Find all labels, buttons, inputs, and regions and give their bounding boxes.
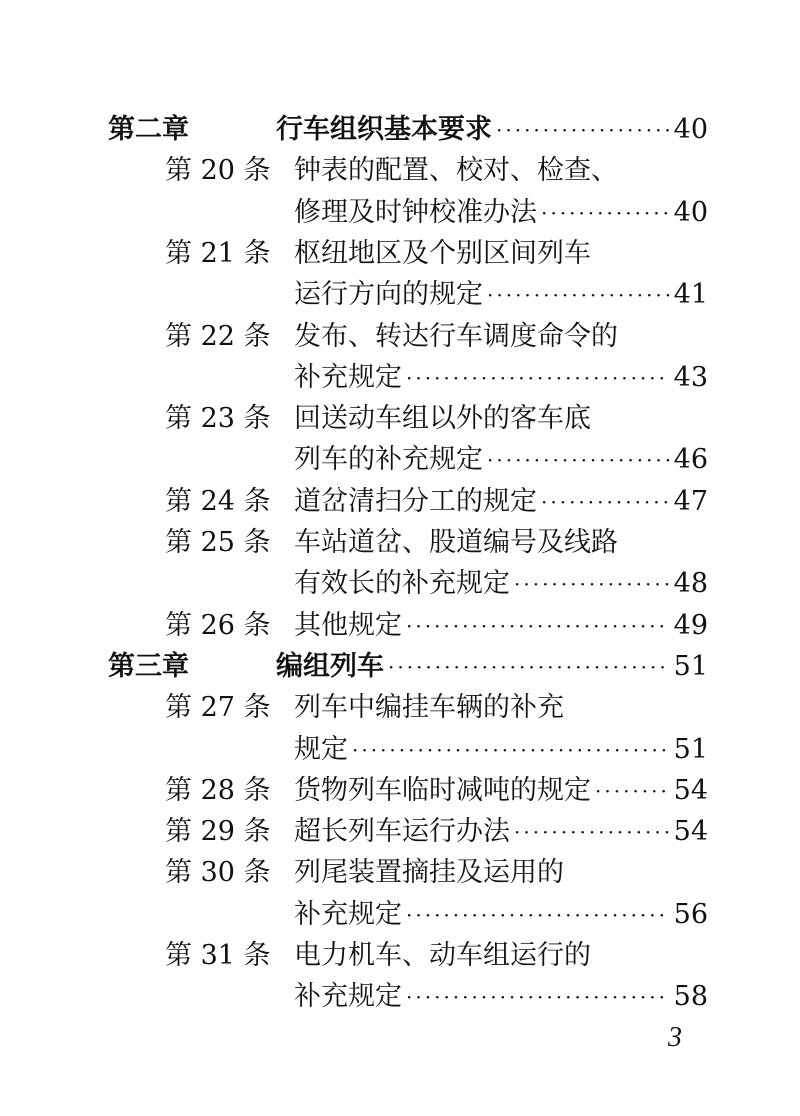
toc-article-line [294,317,708,357]
toc-article-line[interactable] [294,275,708,315]
article-title-text: 货物列车临时减吨的规定 [294,774,591,806]
article-title-text: 车站道岔、股道编号及线路 [294,527,618,558]
dot-leader [487,275,670,315]
toc-article-line[interactable] [294,606,708,646]
toc-article-line [294,523,708,563]
toc-article-line [294,936,708,976]
page-ref: 40 [673,114,708,145]
article-label: 第 21 条 [165,237,271,269]
toc-article-line[interactable] [294,440,708,480]
toc-article-line[interactable] [294,895,708,935]
article-title-text: 补充规定 [294,898,402,930]
article-title-text: 其他规定 [294,609,402,641]
article-title-text: 运行方向的规定 [294,279,483,311]
page-ref: 49 [673,609,708,641]
dot-leader [352,730,670,770]
article-title-text: 超长列车运行办法 [294,816,510,848]
article-title-text: 枢纽地区及个别区间列车 [294,237,591,269]
page-ref: 54 [673,816,708,848]
article-label: 第 27 条 [165,692,271,724]
article-label: 第 29 条 [165,816,271,848]
article-title-text: 补充规定 [294,981,402,1013]
page-ref: 40 [673,196,708,228]
article-title-text: 列车的补充规定 [294,444,483,476]
dot-leader [541,482,670,522]
chapter-title: 编组列车 [276,650,384,682]
chapter-label: 第二章 [108,114,189,145]
toc-article-line [294,399,708,439]
dot-leader [496,110,670,150]
page-ref: 54 [673,774,708,806]
toc-article-line[interactable] [294,730,708,770]
page-ref: 56 [673,898,708,930]
dot-leader [514,564,670,604]
toc-article-line [294,853,708,893]
article-title-text: 道岔清扫分工的规定 [294,485,537,517]
article-label: 第 24 条 [165,485,271,517]
page-number: 3 [668,1022,682,1053]
toc-article-line[interactable] [294,977,708,1017]
dot-leader [388,647,670,687]
dot-leader [541,193,670,233]
page-ref: 58 [673,981,708,1013]
article-label: 第 20 条 [165,155,271,187]
article-label: 第 25 条 [165,527,271,558]
article-title-text: 钟表的配置、校对、检查、 [294,155,618,187]
dot-leader [487,440,670,480]
article-title-text: 电力机车、动车组运行的 [294,940,591,971]
dot-leader [595,771,670,811]
dot-leader [514,812,670,852]
article-title-text: 补充规定 [294,361,402,393]
article-title-text: 列尾装置摘挂及运用的 [294,857,564,889]
article-title-text: 规定 [294,733,348,765]
article-title-text: 发布、转达行车调度命令的 [294,320,618,352]
article-title-text: 修理及时钟校准办法 [294,196,537,228]
article-label: 第 31 条 [165,940,271,971]
page-ref: 51 [673,733,708,765]
article-label: 第 26 条 [165,609,271,641]
toc-article-line [294,151,708,191]
toc-article-line[interactable] [294,482,708,522]
article-label: 第 28 条 [165,774,271,806]
page-ref: 47 [673,485,708,517]
article-title-text: 列车中编挂车辆的补充 [294,692,564,724]
toc-article-line [294,234,708,274]
chapter-title: 行车组织基本要求 [276,114,492,145]
article-label: 第 30 条 [165,857,271,889]
dot-leader [406,895,670,935]
page-ref: 41 [673,279,708,311]
chapter-label: 第三章 [108,650,189,682]
toc-article-line[interactable] [294,771,708,811]
article-title-text: 回送动车组以外的客车底 [294,403,591,435]
dot-leader [406,358,670,398]
article-label: 第 22 条 [165,320,271,352]
toc-chapter-entry[interactable] [108,647,708,687]
toc-article-line[interactable] [294,193,708,233]
toc-chapter-entry[interactable] [108,110,708,150]
toc-article-line[interactable] [294,564,708,604]
page-ref: 51 [673,650,708,682]
article-label: 第 23 条 [165,403,271,435]
page-ref: 43 [673,361,708,393]
page-ref: 46 [673,444,708,476]
toc-article-line[interactable] [294,812,708,852]
dot-leader [406,977,670,1017]
article-title-text: 有效长的补充规定 [294,568,510,600]
toc-article-line [294,688,708,728]
toc-article-line[interactable] [294,358,708,398]
dot-leader [406,606,670,646]
page-ref: 48 [673,568,708,600]
